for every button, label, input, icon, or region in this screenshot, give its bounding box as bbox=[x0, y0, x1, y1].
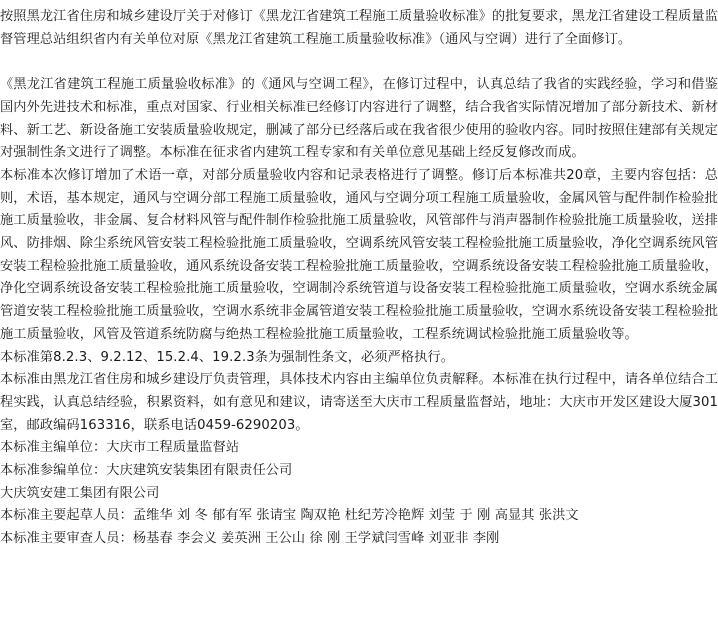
paragraph-contents: 本标准本次修订增加了术语一章，对部分质量验收内容和记录表格进行了调整。修订后本标准共20章，主要内容包括：总则，术语，基本规定，通风与空调分部工程施工质量验收，通风与空调分项工程施工质量验收，金属风管与配件制作检验批施工质量验收，非金属、复合材料风管与配件制作检验批施工质量验收，风管部件与消声器制作检验批施工质量验收，送排风、防排烟、除尘系统风管安装工程检验批施工质量验收，空调系统风管安装工程检验批施工质量验收，净化空调系统风管安装工程检验批施工质量验收，通风系统设备安装工程检验批施工质量验收，空调系统设备安装工程检验批施工质量验收，净化空调系统设备安装工程检验批施工质量验收，空调制冷系统管道与设备安装工程检验批施工质量验收，空调水系统金属管道安装工程检验批施工质量验收，空调水系统非金属管道安装工程检验批施工质量验收，空调水系统设备安装工程检验批施工质量验收，风管及管道系统防腐与绝热工程检验批施工质量验收，工程系统调试检验批施工质量验收等。 bbox=[0, 167, 718, 342]
paragraph-reviewers: 本标准主要审查人员：杨基春 李会义 姜英洲 王公山 徐 刚 王学斌闫雪峰 刘亚非 李刚 bbox=[0, 531, 500, 547]
paragraph-spacer bbox=[0, 51, 718, 74]
paragraph-revision-summary: 《黑龙江省建筑工程施工质量验收标准》的《通风与空调工程》，在修订过程中，认真总结了我省的实践经验，学习和借鉴国内外先进技术和标准，重点对国家、行业相关标准已经修订内容进行了调整，结合我省实际情况增加了部分新技术、新材料、新工艺、新设备施工安装质量验收规定，删减了部分已经落后或在我省很少使用的验收内容。同时按照住建部有关规定对强制性条文进行了调整。本标准在征求省内建筑工程专家和有关单位意见基础上经反复修改而成。 bbox=[0, 77, 718, 161]
paragraph-drafters: 本标准主要起草人员：孟维华 刘 冬 郁有军 张请宝 陶双艳 杜纪芳冷艳辉 刘莹 于 刚 高显其 张洪文 bbox=[0, 508, 579, 524]
paragraph-revision-intro: 按照黑龙江省住房和城乡建设厅关于对修订《黑龙江省建筑工程施工质量验收标准》的批复要求，黑龙江省建设工程质量监督管理总站组织省内有关单位对原《黑龙江省建筑工程施工质量验收标准》（通风与空调）进行了全面修订。 bbox=[0, 9, 718, 47]
paragraph-administration: 本标准由黑龙江省住房和城乡建设厅负责管理，具体技术内容由主编单位负责解释。本标准在执行过程中，请各单位结合工程实践，认真总结经验，积累资料，如有意见和建议，请寄送至大庆市工程质量监督站，地址：大庆市开发区建设大厦301室，邮政编码163316，联系电话0459-6290203。 bbox=[0, 372, 718, 433]
paragraph-participating-unit-2: 大庆筑安建工集团有限公司 bbox=[0, 485, 160, 501]
paragraph-participating-unit: 本标准参编单位：大庆建筑安装集团有限责任公司 bbox=[0, 463, 293, 479]
paragraph-mandatory-clauses: 本标准第8.2.3、9.2.12、15.2.4、19.2.3条为强制性条文，必须严格执行。 bbox=[0, 349, 455, 365]
paragraph-chief-editor-unit: 本标准主编单位：大庆市工程质量监督站 bbox=[0, 440, 240, 456]
